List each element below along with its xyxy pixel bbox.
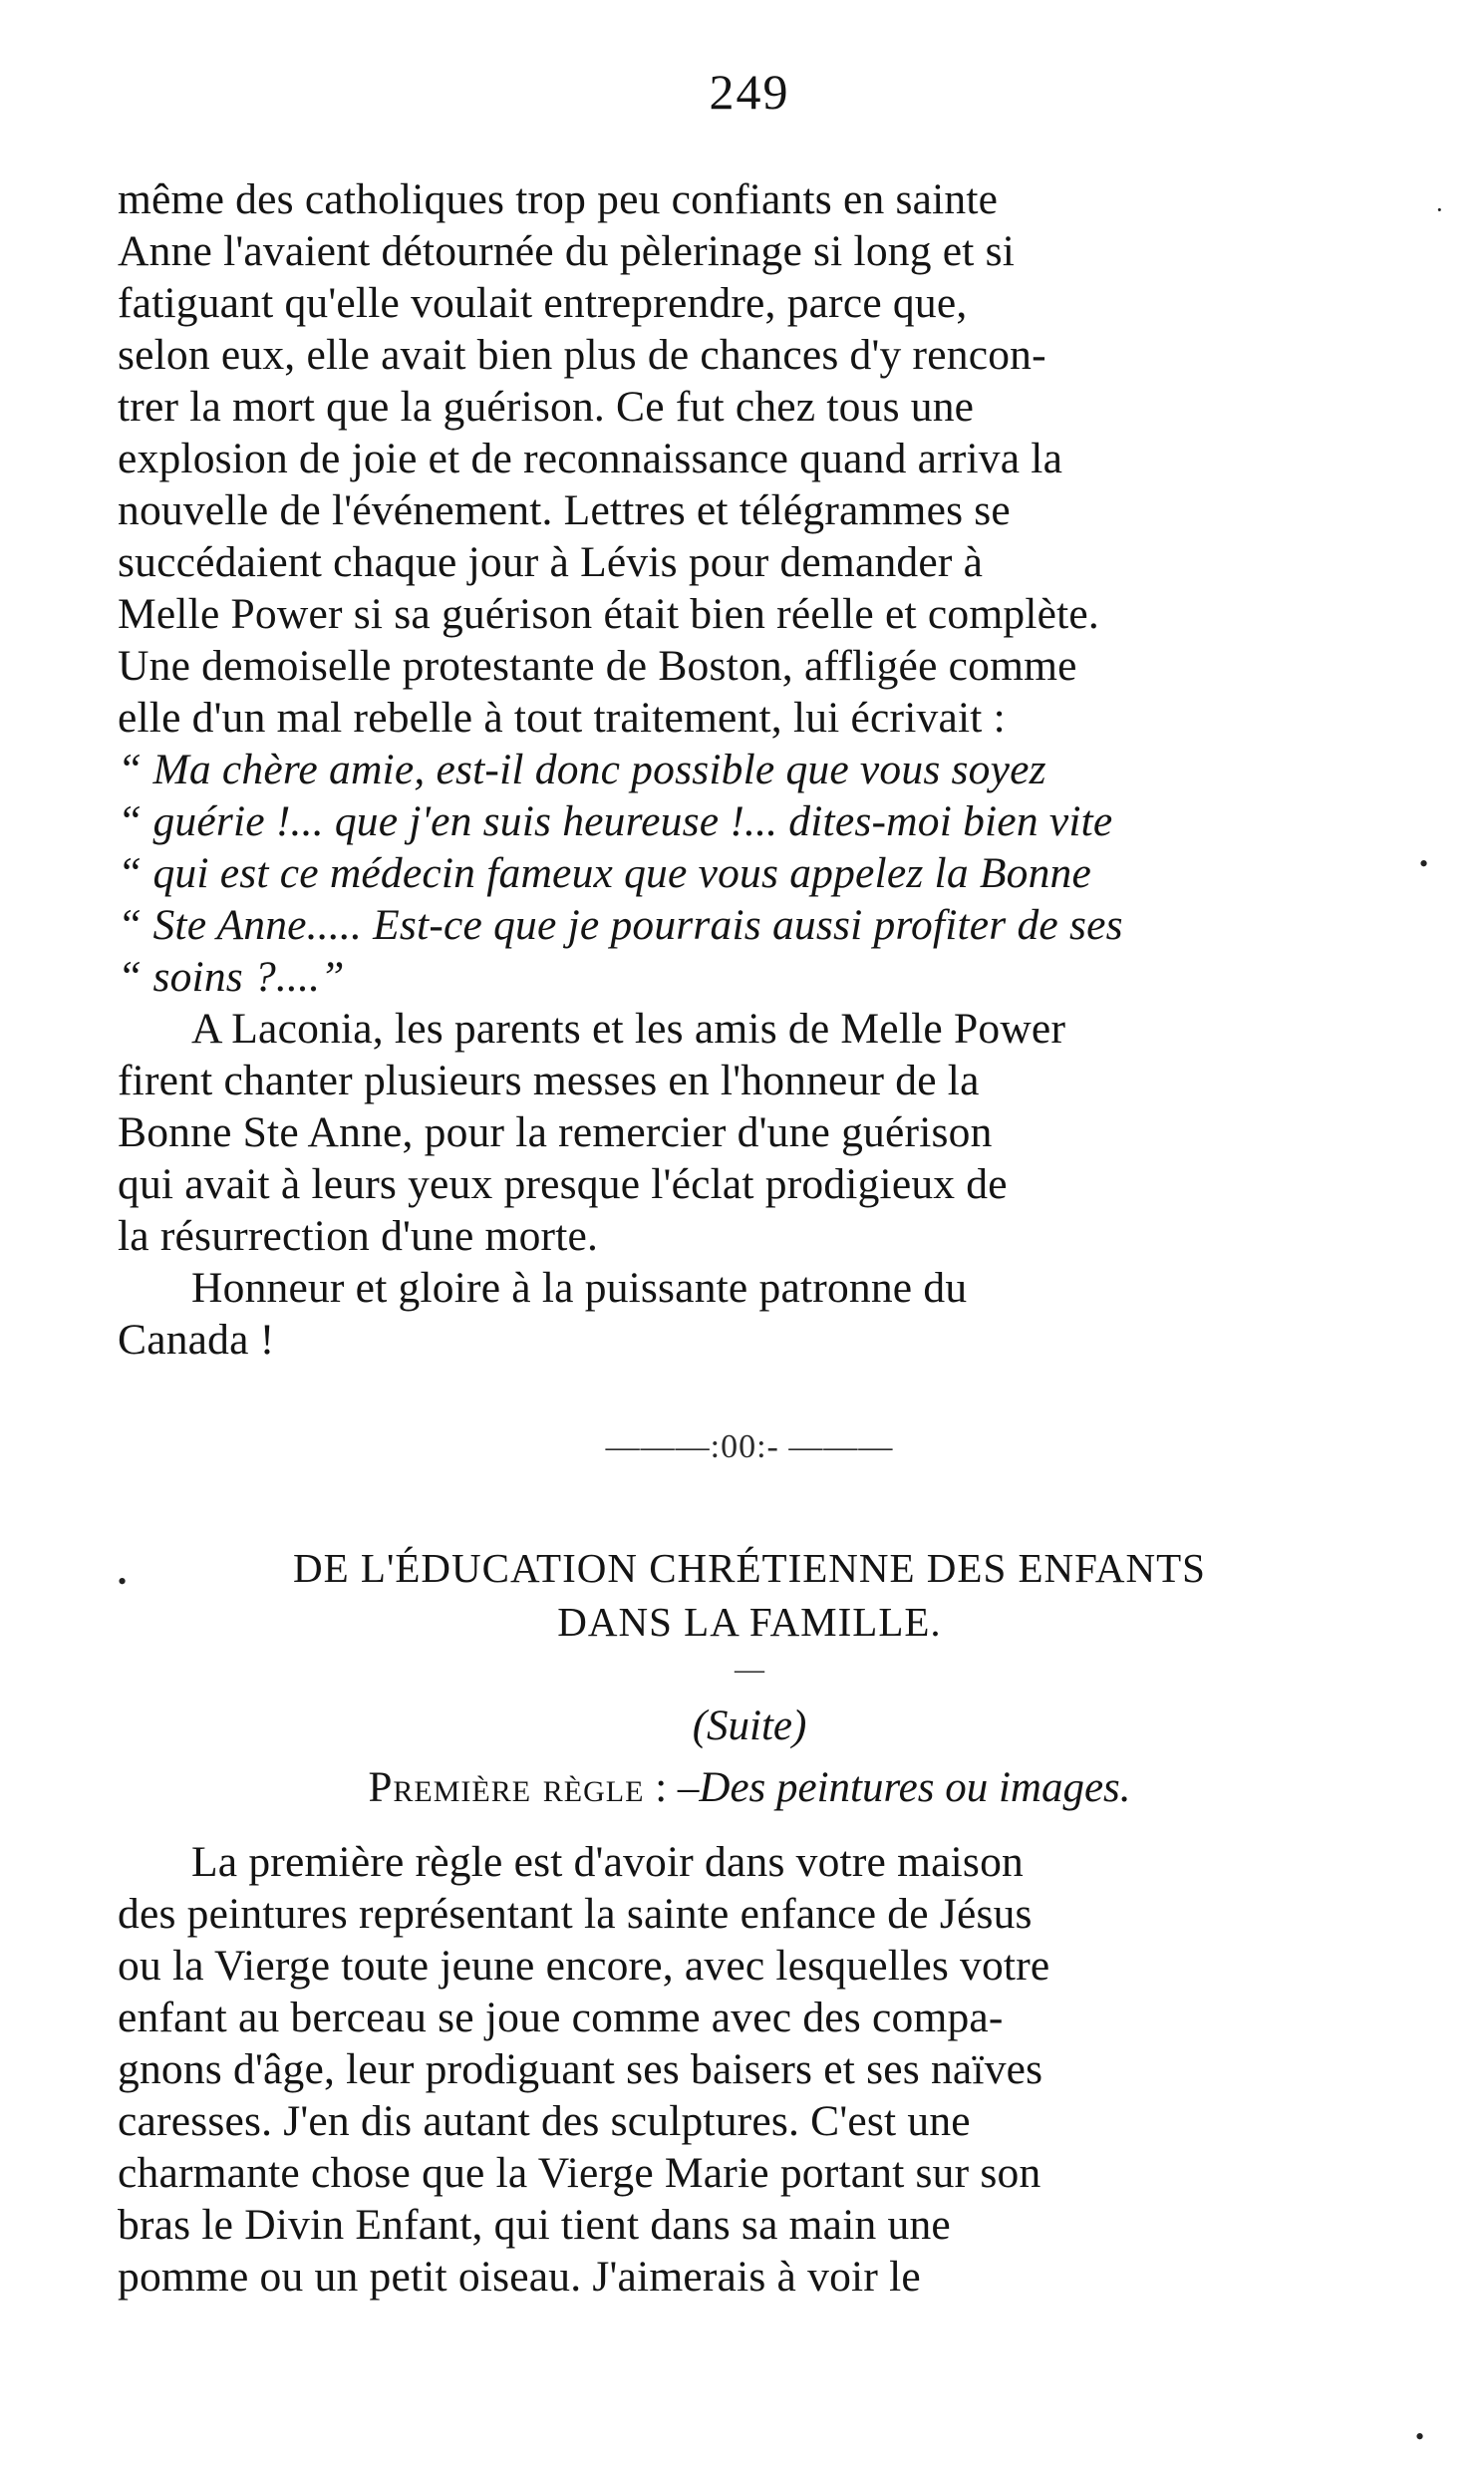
margin-speck: • (1415, 2422, 1425, 2451)
paragraph-guerison (118, 173, 1381, 744)
text-line: qui avait à leurs yeux presque l'éclat prodigieux de (118, 1160, 1008, 1208)
rule-subject: Des peintures ou images. (699, 1764, 1131, 1811)
quote-line: “ qui est ce médecin fameux que vous appelez la Bonne (118, 849, 1091, 897)
book-page (118, 62, 1381, 2303)
suite-label: (Suite) (692, 1702, 807, 1749)
text-line: selon eux, elle avait bien plus de chances d'y rencon- (118, 331, 1046, 379)
text-line: succédaient chaque jour à Lévis pour demander à (118, 538, 984, 586)
paragraph-premiere-regle (118, 1836, 1381, 2303)
page-number: 249 (709, 64, 790, 120)
paragraph-laconia (118, 1003, 1381, 1262)
text-line: Anne l'avaient détournée du pèlerinage si long et si (118, 227, 1016, 275)
text-line: enfant au berceau se joue comme avec des compa- (118, 1994, 1004, 2041)
section-title-line: DANS LA FAMILLE. (557, 1599, 942, 1645)
section-title-line: DE L'ÉDUCATION CHRÉTIENNE DES ENFANTS (293, 1545, 1206, 1591)
text-line: Bonne Ste Anne, pour la remercier d'une guérison (118, 1108, 993, 1156)
text-line: caresses. J'en dis autant des sculptures. C'est une (118, 2097, 971, 2145)
text-line: firent chanter plusieurs messes en l'honneur de la (118, 1057, 980, 1104)
margin-speck: • (118, 1567, 128, 1596)
text-line: la résurrection d'une morte. (118, 1212, 599, 1260)
rule-heading (118, 1760, 1381, 1816)
letter-quote (118, 744, 1381, 1003)
margin-speck: · (1435, 195, 1444, 224)
section-ornament: ———:00:- ——— (605, 1428, 894, 1465)
text-line: La première règle est d'avoir dans votre maison (191, 1838, 1024, 1886)
text-line: trer la mort que la guérison. Ce fut chez tous une (118, 383, 975, 431)
quote-line: “ soins ?....” (118, 953, 345, 1001)
title-dash: — (735, 1653, 764, 1686)
section-title (118, 1541, 1381, 1649)
text-line: nouvelle de l'événement. Lettres et télégrammes se (118, 486, 1011, 534)
rule-label: Première règle (368, 1764, 645, 1811)
text-line: A Laconia, les parents et les amis de Melle Power (191, 1005, 1066, 1053)
rule-separator: : – (644, 1764, 700, 1811)
quote-line: “ Ma chère amie, est-il donc possible que vous soyez (118, 746, 1046, 793)
text-line: Melle Power si sa guérison était bien réelle et complète. (118, 590, 1099, 638)
text-line: Honneur et gloire à la puissante patronne du (191, 1264, 968, 1312)
quote-line: “ guérie !... que j'en suis heureuse !... dites-moi bien vite (118, 797, 1113, 845)
text-line: des peintures représentant la sainte enfance de Jésus (118, 1890, 1033, 1938)
text-line: fatiguant qu'elle voulait entreprendre, parce que, (118, 279, 968, 327)
text-line: Une demoiselle protestante de Boston, affligée comme (118, 642, 1077, 690)
quote-line: “ Ste Anne..... Est-ce que je pourrais aussi profiter de ses (118, 901, 1123, 949)
text-line: gnons d'âge, leur prodiguant ses baisers et ses naïves (118, 2045, 1043, 2093)
text-line: Canada ! (118, 1316, 275, 1364)
text-line: explosion de joie et de reconnaissance quand arriva la (118, 435, 1063, 482)
text-line: charmante chose que la Vierge Marie portant sur son (118, 2149, 1041, 2197)
text-line: elle d'un mal rebelle à tout traitement, lui écrivait : (118, 694, 1006, 742)
text-line: bras le Divin Enfant, qui tient dans sa main une (118, 2201, 951, 2249)
text-line: même des catholiques trop peu confiants en sainte (118, 175, 999, 223)
text-line: pomme ou un petit oiseau. J'aimerais à voir le (118, 2253, 921, 2301)
paragraph-honneur (118, 1262, 1381, 1366)
text-line: ou la Vierge toute jeune encore, avec lesquelles votre (118, 1942, 1050, 1990)
margin-speck: • (1419, 849, 1429, 878)
